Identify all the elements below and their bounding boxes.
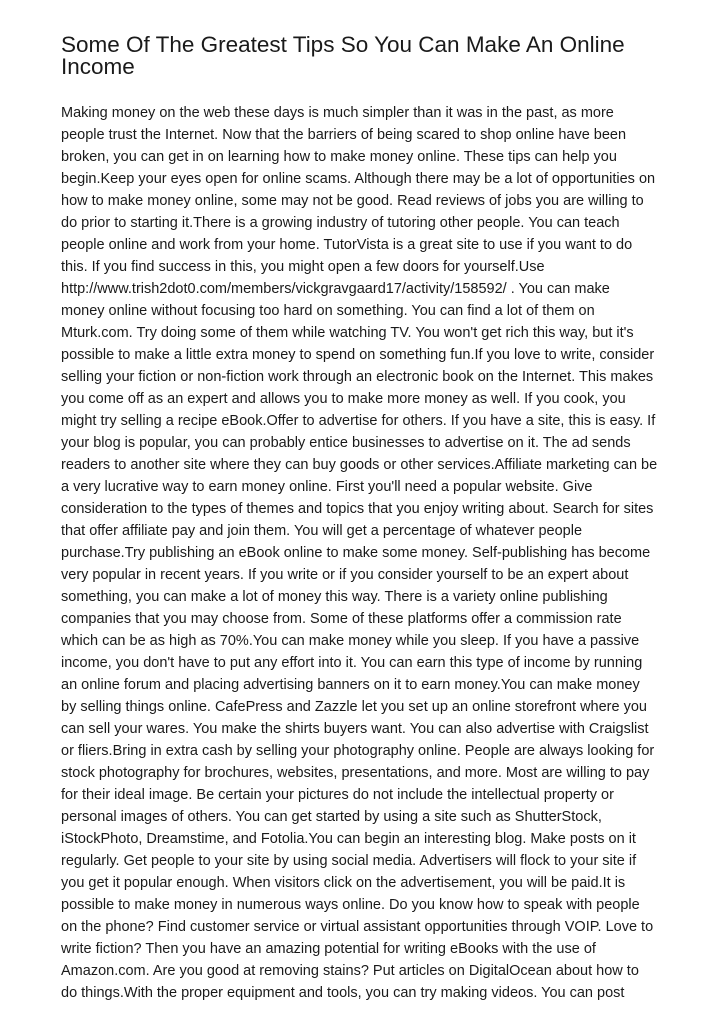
title-line: Income [61,54,135,79]
body-line: consideration to the types of themes and topics that you enjoy writing about. Search for sites [61,501,654,517]
body-line: Mturk.com. Try doing some of them while watching TV. You won't get rich this way, but it's [61,325,634,341]
body-line: can sell your wares. You make the shirts buyers want. You can also advertise with Craigslist [61,721,649,737]
body-line: Making money on the web these days is much simpler than it was in the past, as more [61,105,614,121]
article-body [61,102,661,1004]
body-line: people trust the Internet. Now that the barriers of being scared to shop online have been [61,127,627,143]
body-line: income, you don't have to put any effort into it. You can earn this type of income by running [61,655,643,671]
body-line: personal images of others. You can get started by using a site such as ShutterStock, [61,809,602,825]
body-line: might try selling a recipe eBook.Offer to advertise for others. If you have a site, this is easy. If [61,413,656,429]
body-line: write fiction? Then you have an amazing potential for writing eBooks with the use of [61,941,596,957]
body-line: iStockPhoto, Dreamstime, and Fotolia.You can begin an interesting blog. Make posts on it [61,831,636,847]
body-line: how to make money online, some may not be good. Read reviews of jobs you are willing to [61,193,644,209]
body-line: an online forum and placing advertising banners on it to earn money.You can make money [61,677,640,693]
body-line: your blog is popular, you can probably entice businesses to advertise on it. The ad sends [61,435,631,451]
body-line: this. If you find success in this, you might open a few doors for yourself.Use [61,259,545,275]
body-line: do things.With the proper equipment and tools, you can try making videos. You can post [61,985,625,1001]
title-line: Some Of The Greatest Tips So You Can Make An Online [61,32,625,57]
body-line: you get it popular enough. When visitors click on the advertisement, you will be paid.It is [61,875,626,891]
body-line: for their ideal image. Be certain your pictures do not include the intellectual property or [61,787,614,803]
body-line: by selling things online. CafePress and Zazzle let you set up an online storefront where you [61,699,647,715]
body-line: purchase.Try publishing an eBook online to make some money. Self-publishing has become [61,545,651,561]
page-title [61,33,661,77]
body-line: stock photography for brochures, websites, presentations, and more. Most are willing to pay [61,765,650,781]
body-line: or fliers.Bring in extra cash by selling your photography online. People are always looking for [61,743,655,759]
body-line: broken, you can get in on learning how to make money online. These tips can help you [61,149,617,165]
body-line: selling your fiction or non-fiction work through an electronic book on the Internet. This makes [61,369,654,385]
body-line: which can be as high as 70%.You can make money while you sleep. If you have a passive [61,633,640,649]
body-line: something, you can make a lot of money this way. There is a variety online publishing [61,589,608,605]
body-line: a very lucrative way to earn money online. First you'll need a popular website. Give [61,479,593,495]
body-line: readers to another site where they can buy goods or other services.Affiliate marketing can be [61,457,658,473]
body-line: Amazon.com. Are you good at removing stains? Put articles on DigitalOcean about how to [61,963,639,979]
body-line: companies that you may choose from. Some of these platforms offer a commission rate [61,611,622,627]
body-line: begin.Keep your eyes open for online scams. Although there may be a lot of opportunities on [61,171,656,187]
body-line: that offer affiliate pay and join them. You will get a percentage of whatever people [61,523,583,539]
body-line: money online without focusing too hard on something. You can find a lot of them on [61,303,595,319]
body-line: on the phone? Find customer service or virtual assistant opportunities through VOIP. Love to [61,919,654,935]
body-line-link: http://www.trish2dot0.com/members/vickgravgaard17/activity/158592/ . You can make [61,281,610,297]
body-line: people online and work from your home. TutorVista is a great site to use if you want to do [61,237,633,253]
body-line: you come off as an expert and allows you to make more money as well. If you cook, you [61,391,626,407]
body-line: very popular in recent years. If you write or if you consider yourself to be an expert about [61,567,629,583]
body-line: do prior to starting it.There is a growing industry of tutoring other people. You can teach [61,215,620,231]
body-line: regularly. Get people to your site by using social media. Advertisers will flock to your site if [61,853,637,869]
body-line: possible to make money in numerous ways online. Do you know how to speak with people [61,897,640,913]
body-line: possible to make a little extra money to spend on something fun.If you love to write, consider [61,347,655,363]
